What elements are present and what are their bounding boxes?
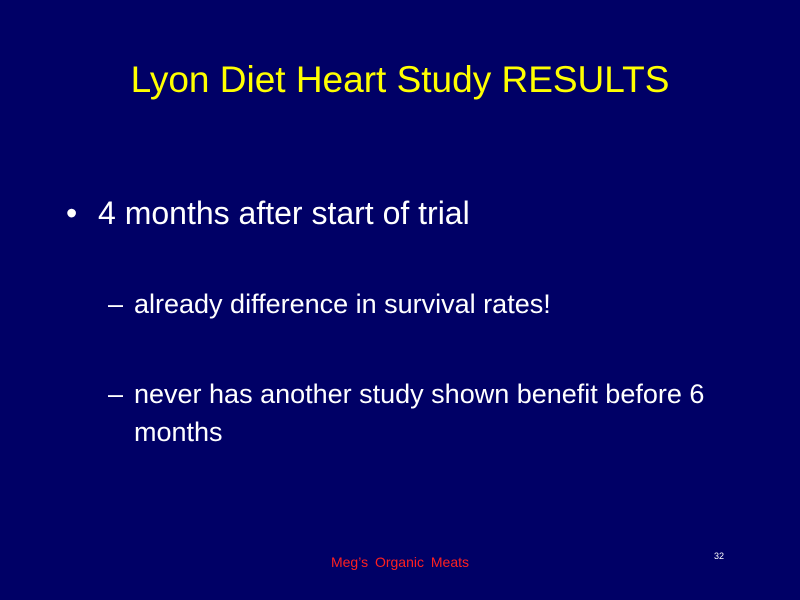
sub-bullet-marker: – [108,379,124,409]
bullet-text: 4 months after start of trial [98,195,470,231]
page-number: 32 [714,551,725,561]
slide-footer: Meg’s Organic Meats [330,554,469,570]
bullet-marker: • [66,195,78,231]
bullet-item [66,193,470,233]
sub-bullet-item [108,285,708,323]
sub-bullet-text: never has another study shown benefit before 6 months [134,379,705,447]
slide-title: Lyon Diet Heart Study RESULTS [130,59,670,100]
sub-bullet-marker: – [108,289,124,319]
sub-bullet-item [108,375,708,451]
sub-bullet-text: already difference in survival rates! [134,289,551,319]
